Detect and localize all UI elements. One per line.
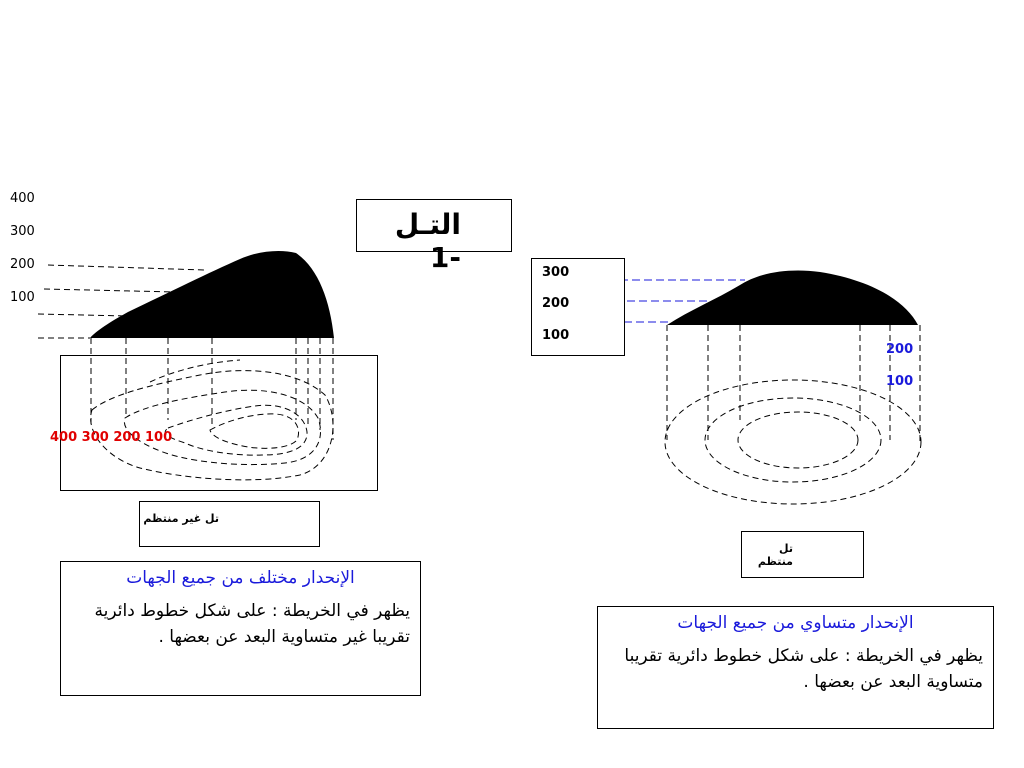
legend-value-100: 100 (542, 328, 570, 343)
height-label-300: 300 (10, 224, 35, 239)
regular-hill-contours (665, 380, 921, 504)
legend-value-200: 200 (542, 296, 570, 311)
regular-hill-legend-box (531, 258, 625, 356)
height-label-200: 200 (10, 257, 35, 272)
slide-title: التـل -1 (394, 208, 461, 274)
regular-hill-caption-box (741, 531, 864, 578)
irregular-hill-caption-box (139, 501, 320, 547)
regular-hill-caption: تل منتظم (757, 542, 793, 568)
irregular-hill-description-box (60, 561, 421, 696)
irregular-slope-heading: الإنحدار مختلف من جميع الجهات (126, 568, 355, 588)
regular-contour-value-200: 200 (886, 342, 914, 357)
height-label-400: 400 (10, 191, 35, 206)
legend-value-300: 300 (542, 265, 570, 280)
irregular-description-text: يظهر في الخريطة : على شكل خطوط دائرية تقريبا غير متساوية البعد عن بعضها . (94, 601, 410, 647)
irregular-hill-caption: تل غير منتظم (143, 512, 219, 525)
regular-hill-description-box (597, 606, 994, 729)
regular-slope-heading: الإنحدار متساوي من جميع الجهات (677, 613, 914, 633)
height-label-100: 100 (10, 290, 35, 305)
regular-contour-value-100: 100 (886, 374, 914, 389)
regular-description-text: يظهر في الخريطة : على شكل خطوط دائرية تقريبا متساوية البعد عن بعضها . (624, 646, 983, 692)
regular-hill-drop-lines (667, 325, 920, 445)
title-box (356, 199, 512, 274)
regular-hill-profile (667, 271, 918, 325)
irregular-hill-map-frame (60, 355, 378, 491)
irregular-hill-profile (90, 251, 334, 338)
irregular-contour-values: 400 300 200 100 (50, 430, 173, 445)
